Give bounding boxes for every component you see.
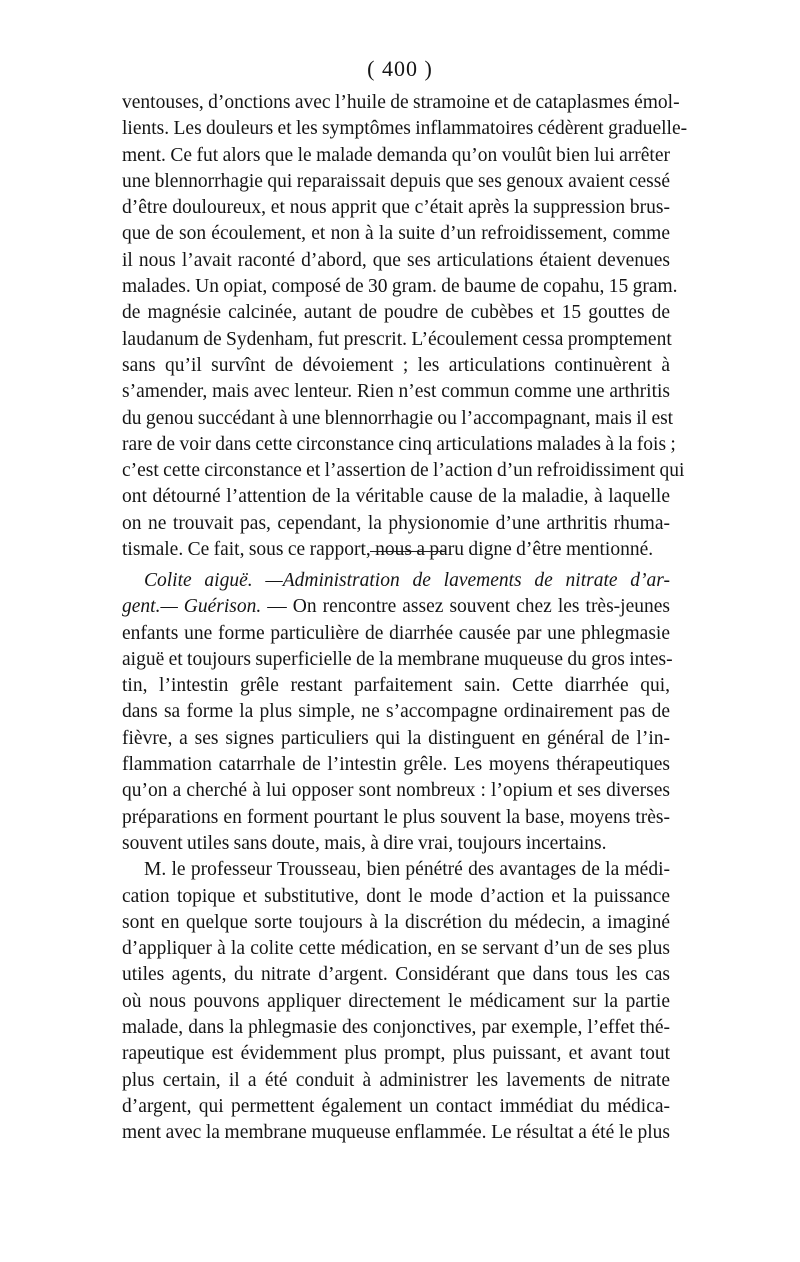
text-line: d’être douloureux, et nous apprit que c’était après la suppression brus- [122,197,670,219]
text-line: que de son écoulement, et non à la suite d’un refroidissement, comme [122,223,670,245]
text-line: ont détourné l’attention de la véritable cause de la maladie, à laquelle [122,486,670,508]
text-line: s’amender, mais avec lenteur. Rien n’est commun comme une arthritis [122,381,670,403]
section-title-line [122,568,670,594]
text-line: M. le professeur Trousseau, bien pénétré des avantages de la médi- [144,859,670,881]
text-line: on ne trouvait pas, cependant, la physionomie d’une arthritis rhuma- [122,512,670,534]
text-line: où nous pouvons appliquer directement le médicament sur la partie [122,990,670,1012]
text-line: il nous l’avait raconté d’abord, que ses articulations étaient devenues [122,249,670,271]
text-line: malades. Un opiat, composé de 30 gram. de baume de copahu, 15 gram. [122,276,678,298]
text-line: tin, l’intestin grêle restant parfaitement sain. Cette diarrhée qui, [122,675,670,697]
text-line: plus certain, il a été conduit à administrer les lavements de nitrate [122,1069,670,1091]
text-line: malade, dans la phlegmasie des conjonctives, par exemple, l’effet thé- [122,1017,670,1039]
text-line: souvent utiles sans doute, mais, à dire vrai, toujours incertains. [122,832,607,854]
text-line: laudanum de Sydenham, fut prescrit. L’écoulement cessa promptement [122,328,672,350]
text-line: d’argent, qui permettent également un contact immédiat du médica- [122,1095,670,1117]
text-line: rare de voir dans cette circonstance cinq articulations malades à la fois ; [122,433,676,455]
text-line: une blennorrhagie qui reparaissait depuis que ses genoux avaient cessé [122,170,670,192]
section-colite [122,568,673,1147]
text-line: aiguë et toujours superficielle de la membrane muqueuse du gros intes- [122,648,673,670]
text-line: enfants une forme particulière de diarrhée causée par une phlegmasie [122,622,670,644]
text-line: du genou succédant à une blennorrhagie ou l’accompagnant, mais il est [122,407,674,429]
text-line: sont en quelque sorte toujours à la discrétion du médecin, a imaginé [122,911,670,933]
section-title-end: gent.— Guérison. [122,596,262,618]
text-line: d’appliquer à la colite cette médication, en se servant d’un de ses plus [122,938,670,960]
text-line: de magnésie calcinée, autant de poudre de cubèbes et 15 gouttes de [122,302,670,324]
text-line: utiles agents, du nitrate d’argent. Considérant que dans tous les cas [122,964,670,986]
section-title: Colite aiguë. —Administration de lavements de nitrate d’ar- [144,570,670,591]
text-line: tismale. Ce fait, sous ce rapport, nous a paru digne d’être mentionné. [122,539,654,561]
text-line: ment avec la membrane muqueuse enflammée. Le résultat a été le plus [122,1122,670,1144]
page-number: ( 400 ) [367,56,433,81]
text-line: c’est cette circonstance et l’assertion de l’action d’un refroidissiment qui [122,460,685,482]
text-line: préparations en forment pourtant le plus souvent la base, moyens très- [122,806,670,828]
text-line: cation topique et substitutive, dont le mode d’action et la puissance [122,885,670,907]
paragraph-case-report [122,90,688,563]
text-line [122,594,670,620]
text-line: flammation catarrhale de l’intestin grêle. Les moyens thérapeutiques [122,754,670,776]
text-line: ventouses, d’onctions avec l’huile de stramoine et de cataplasmes émol- [122,92,680,113]
text-line: dans sa forme la plus simple, ne s’accompagne ordinairement pas de [122,701,670,723]
section-divider [370,551,445,552]
text-run: — On rencontre assez souvent chez les très-jeunes [261,596,670,618]
text-line: fièvre, a ses signes particuliers qui la distinguent en général de l’in- [122,727,670,749]
text-line: rapeutique est évidemment plus prompt, plus puissant, et avant tout [122,1043,670,1065]
text-line: sans qu’il survînt de dévoiement ; les articulations continuèrent à [122,354,670,376]
text-line: lients. Les douleurs et les symptômes inflammatoires cédèrent graduelle- [122,118,688,140]
text-line: qu’on a cherché à lui opposer sont nombreux : l’opium et ses diverses [122,780,670,802]
text-line: ment. Ce fut alors que le malade demanda qu’on voulût bien lui arrêter [122,144,670,166]
